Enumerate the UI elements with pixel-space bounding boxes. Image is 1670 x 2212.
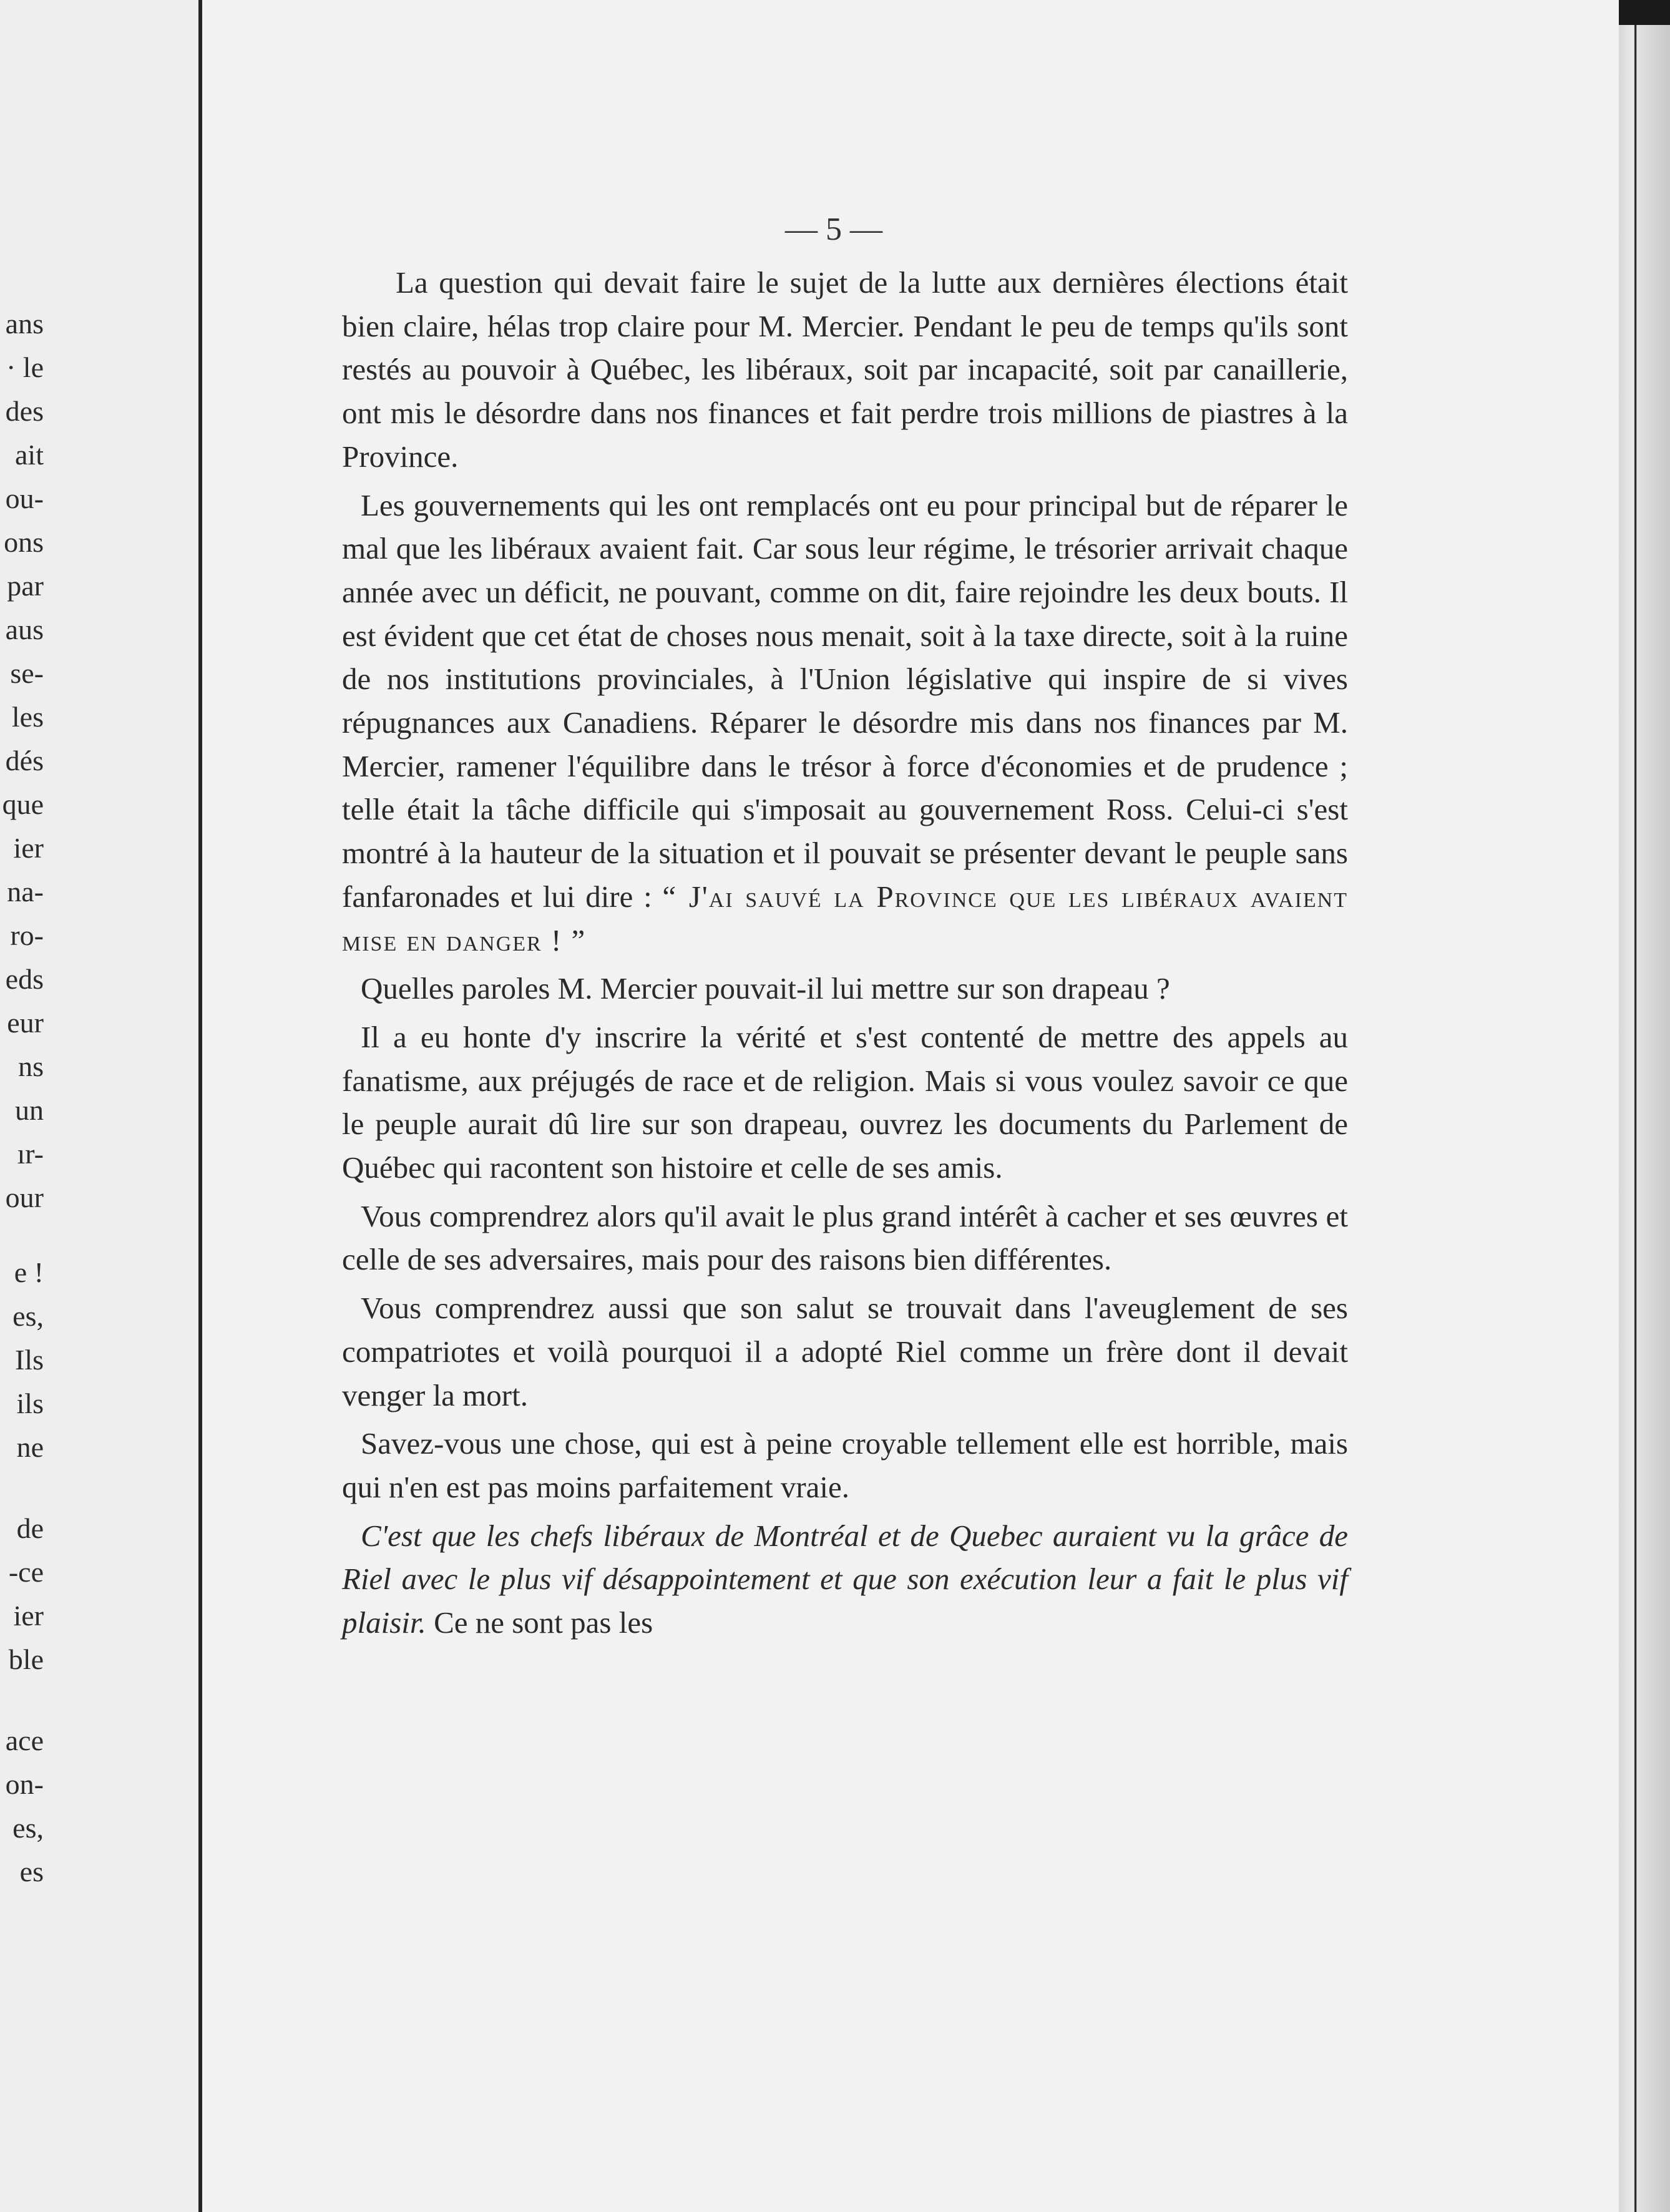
left-text-fragment: des: [5, 395, 44, 427]
left-text-fragment: na-: [7, 876, 44, 908]
page-number: — 5 —: [785, 212, 882, 247]
left-text-fragment: de: [16, 1512, 44, 1544]
left-text-fragment: ier: [13, 1600, 44, 1632]
left-text-fragment: -ce: [8, 1556, 44, 1588]
left-text-fragment: les: [11, 701, 44, 733]
left-text-fragment: eur: [7, 1007, 44, 1039]
left-text-fragment: ou-: [5, 482, 44, 514]
italic-passage: C'est que les chefs libéraux de Montréal et de Quebec auraient vu la grâce de Riel avec le plus vif désappointement et que son exécution leur a fait le plus vif plaisir.: [342, 1518, 1348, 1640]
paragraph: [342, 1514, 1348, 1645]
left-text-fragment: dés: [5, 745, 44, 776]
left-text-fragment: ne: [16, 1431, 44, 1463]
paragraph: [342, 484, 1348, 962]
left-text-fragment: ils: [16, 1387, 44, 1419]
body-text: [342, 261, 1348, 1650]
left-text-fragment: ble: [8, 1643, 44, 1675]
left-text-fragment: un: [15, 1094, 44, 1126]
left-text-fragment: par: [7, 570, 44, 602]
left-text-fragment: ns: [18, 1050, 44, 1082]
paragraph: Quelles paroles M. Mercier pouvait-il lui mettre sur son drapeau ?: [361, 971, 1170, 1006]
left-text-fragment: es,: [12, 1812, 44, 1844]
left-text-fragment: ans: [5, 308, 44, 340]
left-text-fragment: ır-: [17, 1138, 44, 1170]
left-text-fragment: our: [5, 1182, 44, 1213]
left-text-fragment: ons: [4, 526, 44, 558]
left-text-fragment: se-: [10, 657, 44, 689]
paragraph: Il a eu honte d'y inscrire la vérité et s'est contenté de mettre des appels au fanatisme, aux préjugés de race et de religion. Mais si vous voulez savoir ce que le peuple aurait dû lire sur son drapeau, ouvrez les documents du Parlement de Québec qui racontent son histoire et celle de ses amis.: [342, 1019, 1348, 1185]
left-text-fragment: aus: [5, 614, 44, 645]
left-text-fragment: es: [19, 1856, 44, 1887]
left-text-fragment: eds: [5, 963, 44, 995]
paragraph: Savez-vous une chose, qui est à peine croyable tellement elle est horrible, mais qui n'en est pas moins parfaitement vraie.: [342, 1426, 1348, 1504]
left-text-fragment: ier: [13, 832, 44, 864]
paragraph: La question qui devait faire le sujet de la lutte aux dernières élections était bien claire, hélas trop claire pour M. Mercier. Pendant le peu de temps qu'ils sont restés au pouvoir à Québec, les libéraux, soit par incapacité, soit par canaillerie, ont mis le désordre dans nos finances et fait perdre trois millions de piastres à la Province.: [342, 265, 1348, 474]
left-text-fragment: · le: [6, 351, 44, 383]
left-text-fragment: on-: [5, 1768, 44, 1800]
left-page-fragment: [0, 0, 198, 2212]
left-text-fragment: que: [2, 788, 44, 820]
left-text-fragment: ace: [5, 1725, 44, 1756]
left-text-fragment: Ils: [15, 1344, 44, 1376]
paragraph-text: Ce ne sont pas les: [434, 1605, 653, 1640]
page-edge: [1619, 25, 1670, 2212]
quoted-slogan: “ J'ai sauvé la Province que les libéraux avaient mise en danger ! ”: [342, 879, 1348, 957]
left-text-fragment: es,: [12, 1300, 44, 1332]
paragraph-text: Les gouvernements qui les ont remplacés ont eu pour principal but de réparer le mal que les libéraux avaient fait. Car sous leur régime, le trésorier arrivait chaque année avec un déficit, ne pouvant, comme on dit, faire rejoindre les deux bouts. Il est évident que cet état de choses nous menait, soit à la taxe directe, soit à la ruine de nos institutions provinciales, à l'Union législative qui inspire de si vives répugnances aux Canadiens. Réparer le désordre mis dans nos finances par M. Mercier, ramener l'équilibre dans le trésor à force d'économies et de prudence ; telle était la tâche difficile qui s'imposait au gouvernement Ross. Celui-ci s'est montré à la hauteur de la situation et il pouvait se présenter devant le peuple sans fanfaronades et lui dire :: [342, 487, 1348, 914]
left-text-fragment: ait: [15, 439, 44, 471]
paragraph: Vous comprendrez aussi que son salut se trouvait dans l'aveuglement de ses compatriotes et voilà pourquoi il a adopté Riel comme un frère dont il devait venger la mort.: [342, 1291, 1348, 1412]
paragraph: Vous comprendrez alors qu'il avait le plus grand intérêt à cacher et ses œuvres et celle de ses adversaires, mais pour des raisons bien différentes.: [342, 1198, 1348, 1277]
left-text-fragment: e !: [14, 1256, 44, 1288]
left-text-fragment: ro-: [10, 919, 44, 951]
